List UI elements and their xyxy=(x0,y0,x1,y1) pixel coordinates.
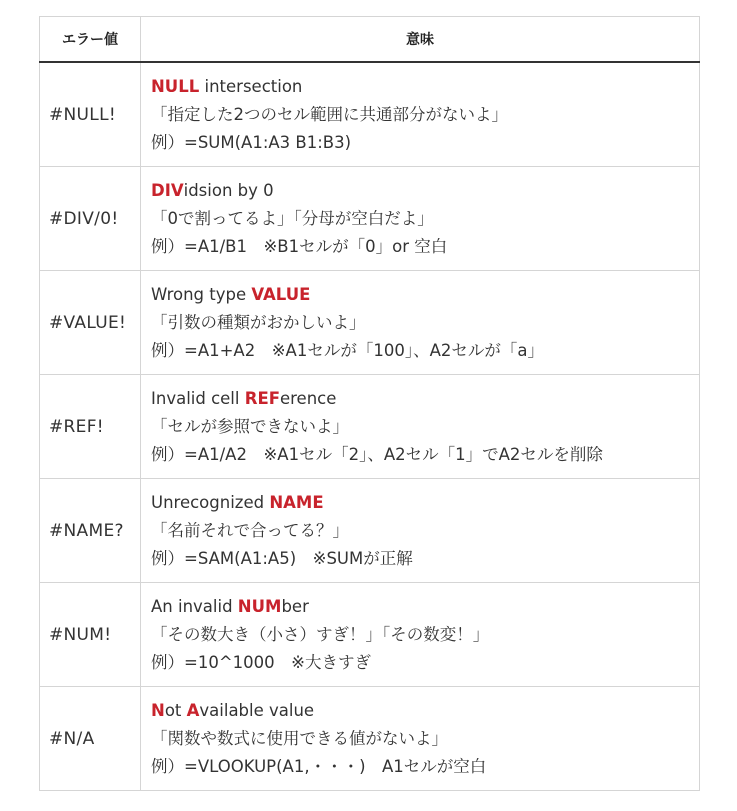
error-values-table xyxy=(39,16,700,791)
error-description xyxy=(141,583,700,687)
title-text: ber xyxy=(281,596,309,616)
error-code: #DIV/0! xyxy=(40,167,141,271)
error-example: 例）=SAM(A1:A5) ※SUMが正解 xyxy=(151,548,413,568)
table-row xyxy=(40,687,700,791)
table-row xyxy=(40,62,700,167)
error-description xyxy=(141,375,700,479)
error-code: #NAME? xyxy=(40,479,141,583)
error-quote: 「名前それで合ってる？」 xyxy=(151,520,349,540)
table-row xyxy=(40,375,700,479)
title-text: ot xyxy=(164,700,187,720)
error-quote: 「指定した2つのセル範囲に共通部分がないよ」 xyxy=(151,104,508,124)
title-text: An invalid xyxy=(151,596,238,616)
title-highlight: NULL xyxy=(151,76,200,96)
title-text: Invalid cell xyxy=(151,388,245,408)
title-text: Unrecognized xyxy=(151,492,270,512)
error-code: #N/A xyxy=(40,687,141,791)
title-text: idsion by 0 xyxy=(183,180,274,200)
title-highlight: NUM xyxy=(237,596,282,616)
title-highlight: N xyxy=(151,700,165,720)
table-row xyxy=(40,479,700,583)
error-quote: 「その数大き（小さ）すぎ！」「その数変！」 xyxy=(151,624,490,644)
error-description xyxy=(141,687,700,791)
table-row xyxy=(40,583,700,687)
error-example: 例）=VLOOKUP(A1,・・・) A1セルが空白 xyxy=(151,756,487,776)
error-title xyxy=(151,593,699,621)
error-quote: 「関数や数式に使用できる値がないよ」 xyxy=(151,728,448,748)
error-table-container xyxy=(39,16,699,791)
error-code: #VALUE! xyxy=(40,271,141,375)
table-header-row xyxy=(40,17,700,63)
error-title xyxy=(151,281,699,309)
title-text: erence xyxy=(279,388,337,408)
header-meaning: 意味 xyxy=(141,17,700,63)
error-example: 例）=A1/A2 ※A1セル「2」、A2セル「1」でA2セルを削除 xyxy=(151,444,603,464)
error-code: #NULL! xyxy=(40,62,141,167)
title-highlight: A xyxy=(186,700,200,720)
header-error-value: エラー値 xyxy=(40,17,141,63)
error-example: 例）=A1/B1 ※B1セルが「0」or 空白 xyxy=(151,236,448,256)
title-highlight: DIV xyxy=(151,180,184,200)
table-body xyxy=(40,62,700,791)
error-code: #NUM! xyxy=(40,583,141,687)
error-title xyxy=(151,697,699,725)
error-example: 例）=10^1000 ※大きすぎ xyxy=(151,652,371,672)
error-description xyxy=(141,271,700,375)
title-highlight: VALUE xyxy=(251,284,311,304)
error-example: 例）=A1+A2 ※A1セルが「100」、A2セルが「a」 xyxy=(151,340,544,360)
error-title xyxy=(151,73,699,101)
error-title xyxy=(151,177,699,205)
title-highlight: REF xyxy=(244,388,280,408)
error-code: #REF! xyxy=(40,375,141,479)
error-example: 例）=SUM(A1:A3 B1:B3) xyxy=(151,132,352,152)
table-row xyxy=(40,271,700,375)
error-description xyxy=(141,62,700,167)
error-title xyxy=(151,489,699,517)
table-row xyxy=(40,167,700,271)
title-text: vailable value xyxy=(199,700,315,720)
title-highlight: NAME xyxy=(269,492,324,512)
error-quote: 「セルが参照できないよ」 xyxy=(151,416,349,436)
title-text: intersection xyxy=(199,76,303,96)
error-quote: 「引数の種類がおかしいよ」 xyxy=(151,312,366,332)
error-quote: 「0で割ってるよ」「分母が空白だよ」 xyxy=(151,208,434,228)
error-description xyxy=(141,167,700,271)
error-description xyxy=(141,479,700,583)
title-text: Wrong type xyxy=(151,284,252,304)
error-title xyxy=(151,385,699,413)
